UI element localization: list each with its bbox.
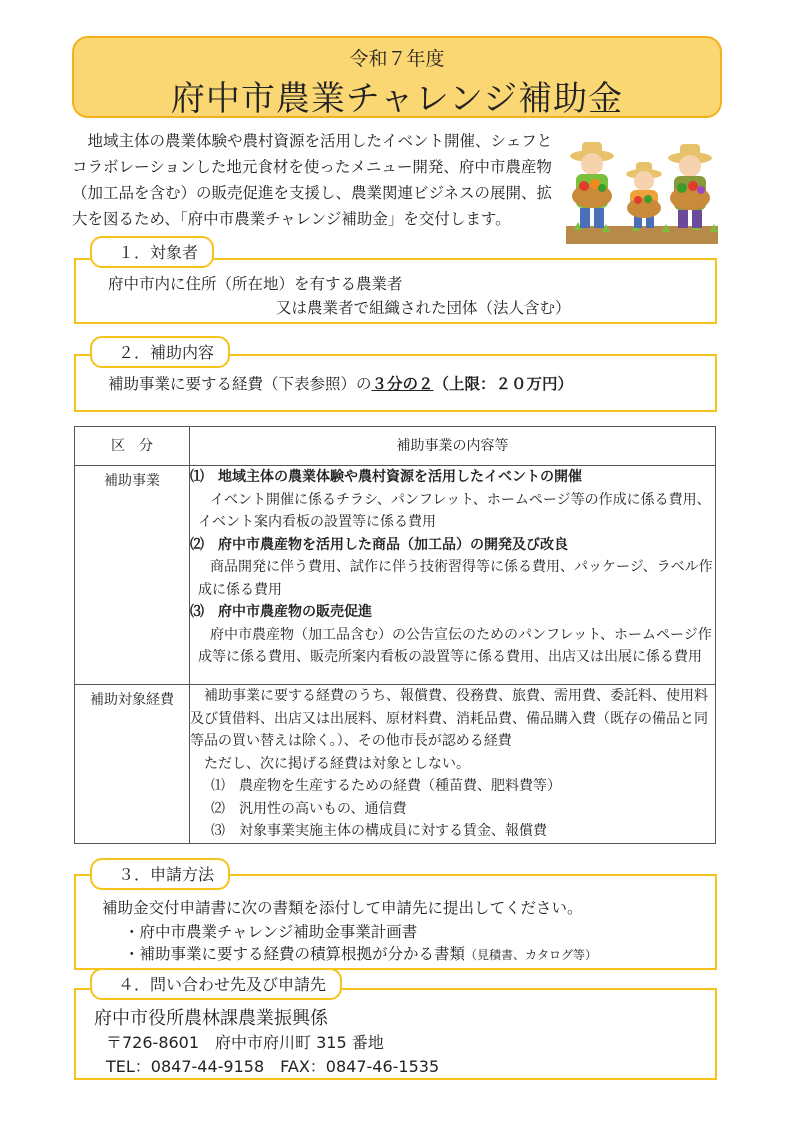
eligible-expenses-body: 補助事業に要する経費のうち、報償費、役務費、旅費、需用費、委託料、使用料及び賃借料、出店又は出展料、原材料費、消耗品費、備品購入費（既存の備品と同等品の買い替えは除く。）、その他市長が認める経費 (190, 688, 708, 749)
row-eligible-expenses-content (190, 685, 716, 844)
item-2-body: 商品開発に伴う費用、試作に伴う技術習得等に係る費用、パッケージ、ラベル作成に係る費用 (198, 559, 713, 598)
application-doc-2: ・補助事業に要する経費の積算根拠が分かる書類 (124, 945, 466, 963)
row-label-subsidy-project: 補助事業 (75, 466, 190, 685)
exclusion-item-2: ⑵ 汎用性の高いもの、通信費 (211, 800, 407, 817)
contact-office: 府中市役所農林課農業振興係 (94, 1008, 328, 1029)
table-row (75, 685, 716, 844)
section-4-heading: ４．問い合わせ先及び申請先 (90, 968, 342, 1000)
item-3-body-wrap (190, 624, 715, 669)
item-2-body-wrap (190, 556, 715, 601)
item-3-title: ⑶ 府中市農産物の販売促進 (190, 604, 372, 620)
title-banner (72, 36, 722, 118)
page-title: 府中市農業チャレンジ補助金 (170, 79, 624, 119)
farmers-with-vegetable-baskets-icon (562, 134, 722, 252)
subsidy-prefix: 補助事業に要する経費（下表参照）の (108, 375, 372, 393)
exclusion-item-3: ⑶ 対象事業実施主体の構成員に対する賃金、報償費 (211, 823, 547, 839)
application-doc-2-note: （見積書、カタログ等） (465, 948, 598, 962)
item-1-body: イベント開催に係るチラシ、パンフレット、ホームページ等の作成に係る費用、イベント案内看板の設置等に係る費用 (198, 491, 711, 530)
eligibility-line-2: 又は農業者で組織された団体（法人含む） (276, 299, 571, 317)
application-doc-1: ・府中市農業チャレンジ補助金事業計画書 (124, 923, 418, 941)
exclusion-item-1: ⑴ 農産物を生産するための経費（種苗費、肥料費等） (211, 778, 561, 794)
intro-paragraph: 地域主体の農業体験や農村資源を活用したイベント開催、シェフとコラボレーションした地元食材を使ったメニュー開発、府中市農産物（加工品を含む）の販売促進を支援し、農業関連ビジネスの展開、拡大を図るため、「府中市農業チャレンジ補助金」を交付します。 (72, 132, 553, 228)
item-1-title: ⑴ 地域主体の農業体験や農村資源を活用したイベントの開催 (190, 469, 582, 485)
subsidy-table (74, 426, 716, 844)
row-label-eligible-expenses: 補助対象経費 (75, 685, 190, 844)
row-subsidy-project-content (190, 466, 716, 685)
section-2-heading: ２．補助内容 (90, 336, 230, 368)
section-contact-box (74, 988, 717, 1080)
section-3-heading: ３．申請方法 (90, 858, 230, 890)
table-header-contents: 補助事業の内容等 (190, 427, 716, 466)
item-1-body-wrap (190, 489, 715, 534)
section-1-heading: １．対象者 (90, 236, 214, 268)
subsidy-cap: （上限：２０万円） (433, 375, 574, 393)
item-3-body: 府中市農産物（加工品含む）の公告宣伝のためのパンフレット、ホームページ作成等に係る費用、販売所案内看板の設置等に係る費用、出店又は出展に係る費用 (198, 626, 712, 665)
fiscal-year: 令和７年度 (349, 48, 445, 70)
table-header-category: 区 分 (75, 427, 190, 466)
contact-phone-fax: TEL：0847-44-9158 FAX：0847-46-1535 (106, 1057, 440, 1076)
subsidy-sentence (108, 372, 573, 396)
item-2-title: ⑵ 府中市農産物を活用した商品（加工品）の開発及び改良 (190, 536, 568, 553)
subsidy-rate: ３分の２ (371, 375, 434, 393)
application-instruction: 補助金交付申請書に次の書類を添付して申請先に提出してください。 (102, 899, 583, 917)
contact-address: 〒726-8601 府中市府川町 315 番地 (106, 1033, 384, 1052)
table-row (75, 466, 716, 685)
exclusion-note: ただし、次に掲げる経費は対象としない。 (204, 755, 470, 772)
application-doc-2-wrap (124, 942, 597, 967)
eligibility-line-1: 府中市内に住所（所在地）を有する農業者 (108, 275, 403, 293)
